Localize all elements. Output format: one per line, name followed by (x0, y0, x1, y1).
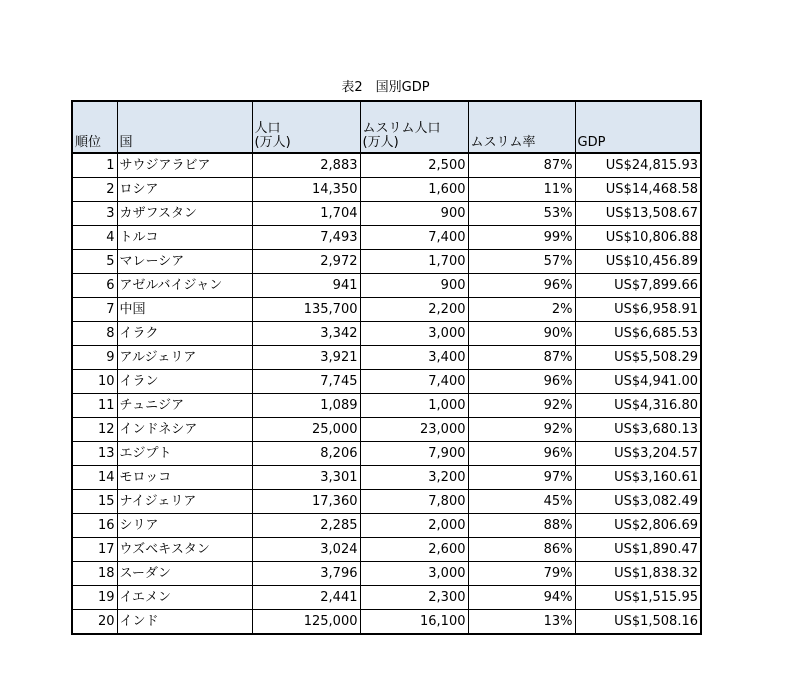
table-row (72, 514, 701, 538)
country-cell: インドネシア (117, 418, 252, 442)
muslim-rate-cell: 97% (468, 466, 575, 490)
rank-cell: 1 (72, 153, 117, 178)
table-row (72, 442, 701, 466)
header-gdp: GDP (575, 101, 701, 153)
population-cell: 3,796 (252, 562, 360, 586)
rank-cell: 2 (72, 178, 117, 202)
rank-cell: 11 (72, 394, 117, 418)
population-cell: 3,024 (252, 538, 360, 562)
rank-cell: 6 (72, 274, 117, 298)
gdp-cell: US$4,316.80 (575, 394, 701, 418)
header-rank: 順位 (72, 101, 117, 153)
muslim-population-cell: 16,100 (360, 610, 468, 635)
country-cell: イエメン (117, 586, 252, 610)
country-cell: マレーシア (117, 250, 252, 274)
muslim-rate-cell: 92% (468, 418, 575, 442)
gdp-cell: US$10,456.89 (575, 250, 701, 274)
muslim-population-cell: 2,300 (360, 586, 468, 610)
population-cell: 1,704 (252, 202, 360, 226)
muslim-population-cell: 7,800 (360, 490, 468, 514)
rank-cell: 17 (72, 538, 117, 562)
gdp-cell: US$24,815.93 (575, 153, 701, 178)
population-cell: 17,360 (252, 490, 360, 514)
muslim-rate-cell: 94% (468, 586, 575, 610)
muslim-rate-cell: 53% (468, 202, 575, 226)
gdp-cell: US$13,508.67 (575, 202, 701, 226)
table-row (72, 226, 701, 250)
rank-cell: 8 (72, 322, 117, 346)
rank-cell: 19 (72, 586, 117, 610)
rank-cell: 13 (72, 442, 117, 466)
muslim-population-cell: 900 (360, 202, 468, 226)
rank-cell: 18 (72, 562, 117, 586)
population-cell: 941 (252, 274, 360, 298)
country-cell: チュニジア (117, 394, 252, 418)
rank-cell: 3 (72, 202, 117, 226)
gdp-cell: US$1,890.47 (575, 538, 701, 562)
country-cell: エジプト (117, 442, 252, 466)
muslim-rate-cell: 13% (468, 610, 575, 635)
country-cell: モロッコ (117, 466, 252, 490)
muslim-population-cell: 7,400 (360, 370, 468, 394)
country-cell: ウズベキスタン (117, 538, 252, 562)
header-muslim-population: ムスリム人口 (万人) (360, 101, 468, 153)
table-row (72, 202, 701, 226)
muslim-population-cell: 3,000 (360, 322, 468, 346)
population-cell: 2,883 (252, 153, 360, 178)
rank-cell: 9 (72, 346, 117, 370)
rank-cell: 10 (72, 370, 117, 394)
table-title: 表2 国別GDP (341, 80, 430, 95)
muslim-rate-cell: 86% (468, 538, 575, 562)
muslim-population-cell: 7,400 (360, 226, 468, 250)
muslim-rate-cell: 57% (468, 250, 575, 274)
muslim-rate-cell: 90% (468, 322, 575, 346)
rank-cell: 15 (72, 490, 117, 514)
country-cell: ロシア (117, 178, 252, 202)
gdp-cell: US$1,515.95 (575, 586, 701, 610)
muslim-rate-cell: 45% (468, 490, 575, 514)
muslim-population-cell: 900 (360, 274, 468, 298)
muslim-population-cell: 23,000 (360, 418, 468, 442)
muslim-rate-cell: 79% (468, 562, 575, 586)
gdp-cell: US$1,838.32 (575, 562, 701, 586)
gdp-cell: US$3,680.13 (575, 418, 701, 442)
muslim-population-cell: 2,000 (360, 514, 468, 538)
header-population: 人口 (万人) (252, 101, 360, 153)
gdp-cell: US$14,468.58 (575, 178, 701, 202)
gdp-cell: US$2,806.69 (575, 514, 701, 538)
muslim-rate-cell: 99% (468, 226, 575, 250)
gdp-cell: US$4,941.00 (575, 370, 701, 394)
header-muslim-rate: ムスリム率 (468, 101, 575, 153)
muslim-population-cell: 2,500 (360, 153, 468, 178)
table-row (72, 418, 701, 442)
population-cell: 25,000 (252, 418, 360, 442)
muslim-rate-cell: 2% (468, 298, 575, 322)
population-cell: 3,921 (252, 346, 360, 370)
country-cell: スーダン (117, 562, 252, 586)
muslim-population-cell: 7,900 (360, 442, 468, 466)
muslim-population-cell: 1,600 (360, 178, 468, 202)
muslim-population-cell: 3,000 (360, 562, 468, 586)
table-row (72, 346, 701, 370)
muslim-population-cell: 1,700 (360, 250, 468, 274)
country-cell: サウジアラビア (117, 153, 252, 178)
table-row (72, 370, 701, 394)
muslim-population-cell: 3,200 (360, 466, 468, 490)
population-cell: 2,972 (252, 250, 360, 274)
table-row (72, 586, 701, 610)
population-cell: 7,745 (252, 370, 360, 394)
country-cell: イラク (117, 322, 252, 346)
country-cell: アルジェリア (117, 346, 252, 370)
population-cell: 14,350 (252, 178, 360, 202)
table-row (72, 562, 701, 586)
muslim-rate-cell: 88% (468, 514, 575, 538)
table-row (72, 298, 701, 322)
population-cell: 2,285 (252, 514, 360, 538)
population-cell: 8,206 (252, 442, 360, 466)
gdp-cell: US$1,508.16 (575, 610, 701, 635)
table-row (72, 538, 701, 562)
muslim-rate-cell: 11% (468, 178, 575, 202)
country-cell: カザフスタン (117, 202, 252, 226)
country-cell: ナイジェリア (117, 490, 252, 514)
population-cell: 2,441 (252, 586, 360, 610)
table-row (72, 178, 701, 202)
muslim-rate-cell: 87% (468, 346, 575, 370)
muslim-rate-cell: 87% (468, 153, 575, 178)
table-row (72, 322, 701, 346)
muslim-rate-cell: 96% (468, 274, 575, 298)
gdp-cell: US$3,082.49 (575, 490, 701, 514)
muslim-population-cell: 2,200 (360, 298, 468, 322)
country-cell: インド (117, 610, 252, 635)
header-row (72, 101, 701, 153)
muslim-rate-cell: 96% (468, 370, 575, 394)
population-cell: 3,301 (252, 466, 360, 490)
muslim-rate-cell: 92% (468, 394, 575, 418)
table-row (72, 394, 701, 418)
gdp-cell: US$6,685.53 (575, 322, 701, 346)
country-cell: アゼルバイジャン (117, 274, 252, 298)
population-cell: 135,700 (252, 298, 360, 322)
population-cell: 1,089 (252, 394, 360, 418)
rank-cell: 12 (72, 418, 117, 442)
table-row (72, 466, 701, 490)
gdp-cell: US$3,160.61 (575, 466, 701, 490)
country-cell: シリア (117, 514, 252, 538)
population-cell: 3,342 (252, 322, 360, 346)
gdp-cell: US$7,899.66 (575, 274, 701, 298)
rank-cell: 14 (72, 466, 117, 490)
muslim-population-cell: 1,000 (360, 394, 468, 418)
population-cell: 125,000 (252, 610, 360, 635)
gdp-table (71, 100, 702, 635)
gdp-cell: US$6,958.91 (575, 298, 701, 322)
table-row (72, 250, 701, 274)
population-cell: 7,493 (252, 226, 360, 250)
gdp-cell: US$10,806.88 (575, 226, 701, 250)
header-country: 国 (117, 101, 252, 153)
country-cell: 中国 (117, 298, 252, 322)
muslim-population-cell: 2,600 (360, 538, 468, 562)
country-cell: イラン (117, 370, 252, 394)
table-row (72, 490, 701, 514)
country-cell: トルコ (117, 226, 252, 250)
rank-cell: 20 (72, 610, 117, 635)
rank-cell: 4 (72, 226, 117, 250)
rank-cell: 7 (72, 298, 117, 322)
rank-cell: 16 (72, 514, 117, 538)
muslim-rate-cell: 96% (468, 442, 575, 466)
table-row (72, 274, 701, 298)
table-row (72, 610, 701, 635)
rank-cell: 5 (72, 250, 117, 274)
table-row (72, 153, 701, 178)
muslim-population-cell: 3,400 (360, 346, 468, 370)
gdp-cell: US$5,508.29 (575, 346, 701, 370)
gdp-cell: US$3,204.57 (575, 442, 701, 466)
